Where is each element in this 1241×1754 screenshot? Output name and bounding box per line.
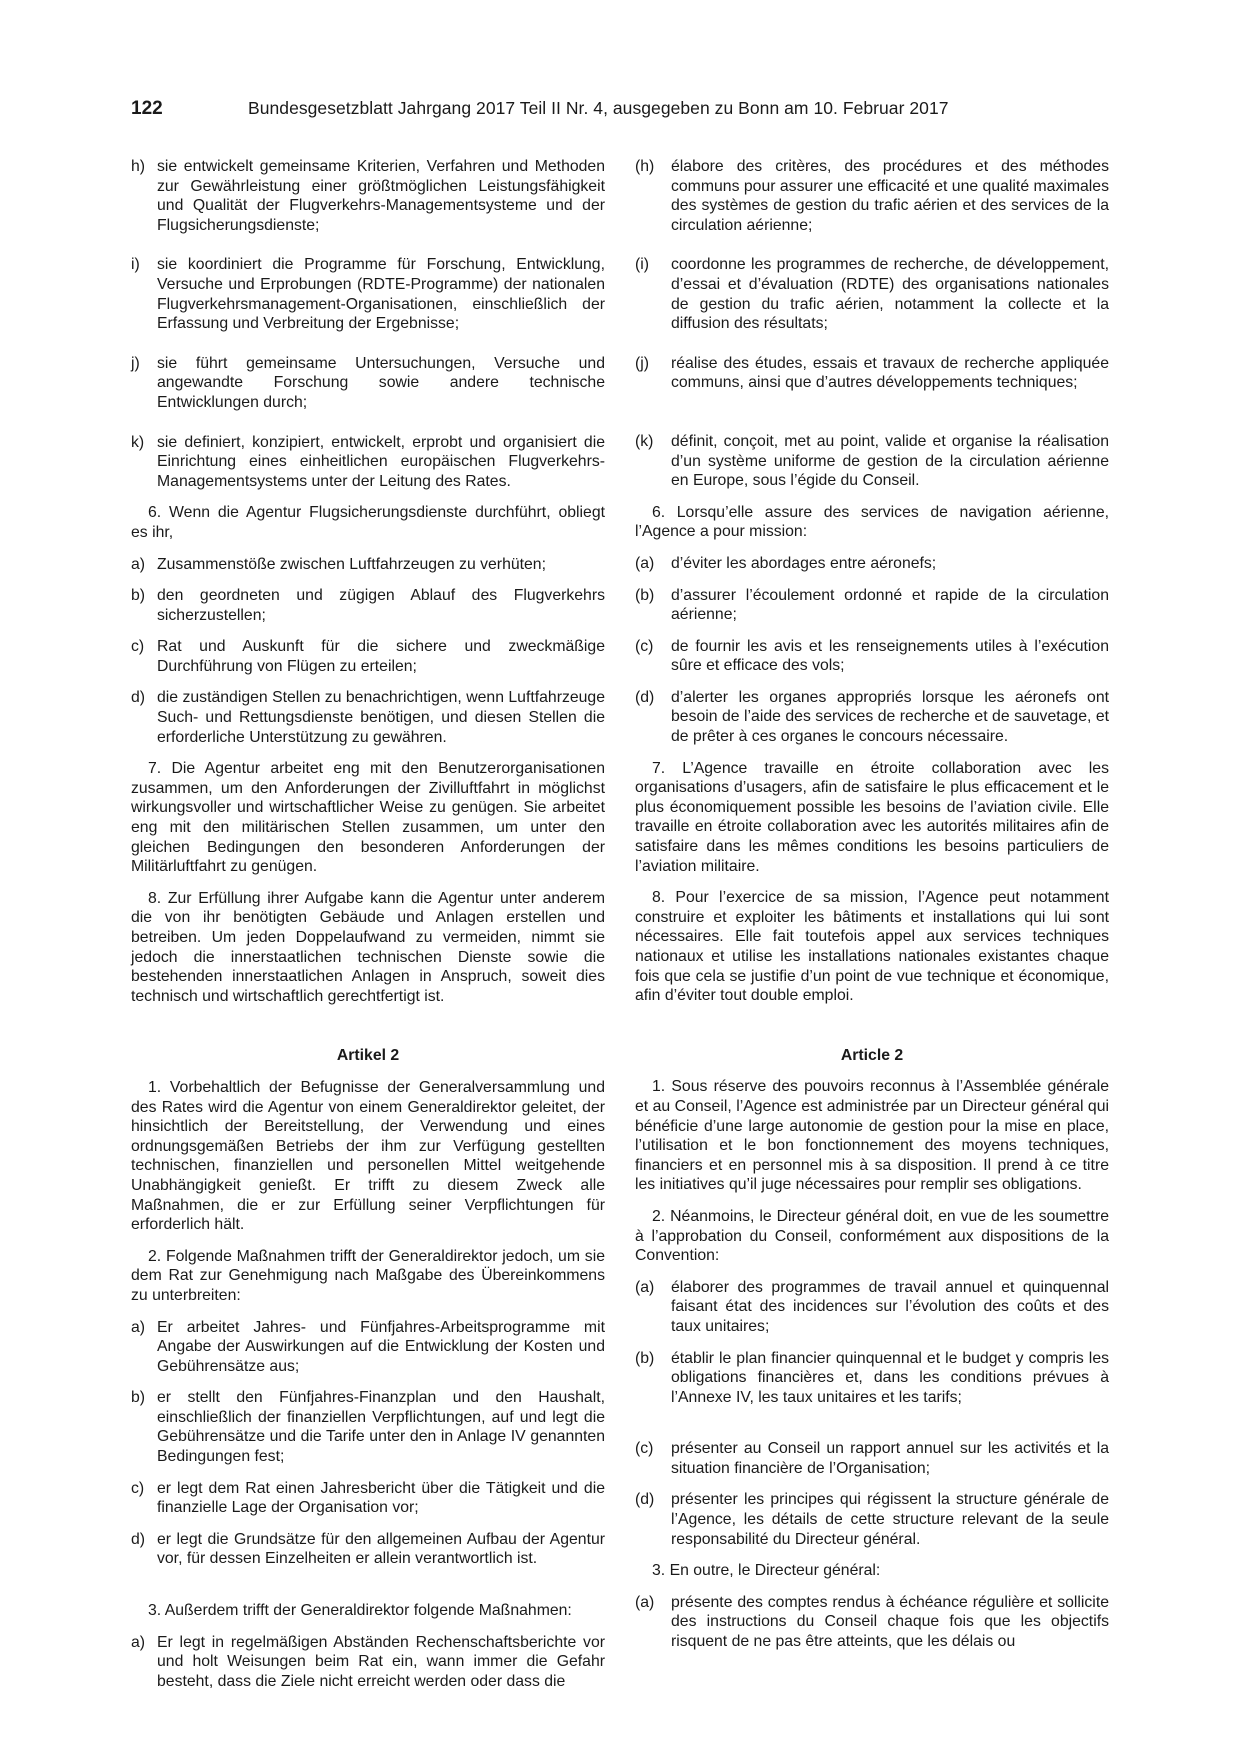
- article-heading: Artikel 2: [336, 1047, 400, 1065]
- paragraph-7: 7. L’Agence travaille en étroite collaboration avec les organisations d’usagers, afin de satisfaire le plus efficacement et le plus économiquement possible les besoins de l’aviation civile. Elle travaille en étroite collaboration avec les autorités militaires afin de satisfaire dans les mêmes conditions les besoins particuliers de l’aviation militaire.: [635, 759, 1109, 875]
- item-text: de fournir les avis et les renseignements utiles à l’exécution sûre et efficace des vols;: [671, 637, 1109, 675]
- item-label: j): [131, 354, 140, 372]
- item-text: er stellt den Fünfjahres-Finanzplan und den Haushalt, einschließlich der finanziellen Verpflichtungen, auf und legt die Gebührensätze und die Tarife unter den in Anlage IV genannten Bedingungen fest;: [157, 1389, 605, 1466]
- item-text: présente des comptes rendus à échéance régulière et sollicite des instructions du Conseil chaque fois que les objectifs risquent de ne pas être atteints, que les délais ou: [671, 1593, 1109, 1651]
- item-text: Er legt in regelmäßigen Abständen Rechenschaftsberichte vor und holt Weisungen beim Rat ein, wann immer die Gefahr besteht, dass die Ziele nicht erreicht werden oder dass die: [157, 1633, 605, 1690]
- paragraph-7: 7. Die Agentur arbeitet eng mit den Benutzerorganisationen zusammen, um den Anforderungen der Zivilluftfahrt in möglichst wirkungsvoller und wirtschaftlicher Weise zu genügen. Sie arbeitet eng mit den militärischen Stellen zusammen, um unter den gleichen Bedingungen den besonderen Anforderungen der Militärluftfahrt zu genügen.: [131, 760, 605, 876]
- item-text: die zuständigen Stellen zu benachrichtigen, wenn Luftfahrzeuge Such- und Rettungsdienste benötigen, und diesen Stellen die erforderliche Unterstützung zu gewähren.: [157, 689, 605, 746]
- article-paragraph-3: 3. En outre, le Directeur général:: [652, 1562, 881, 1580]
- article-paragraph-2: 2. Folgende Maßnahmen trifft der Generaldirektor jedoch, um sie dem Rat zur Genehmigung nach Maßgabe des Übereinkommens zu unterbreiten:: [131, 1247, 605, 1304]
- item-text: Rat und Auskunft für die sichere und zweckmäßige Durchführung von Flügen zu erteilen;: [157, 638, 605, 675]
- item-text: sie definiert, konzipiert, entwickelt, erprobt und organisiert die Einrichtung eines einheitlichen europäischen Flugverkehrs-Managementsystems unter der Leitung des Rates.: [157, 433, 605, 490]
- article-paragraph-1: 1. Vorbehaltlich der Befugnisse der Generalversammlung und des Rates wird die Agentur von einem Generaldirektor geleitet, der hinsichtlich der Bereitstellung, der Verwendung und eines ordnungsgemäßen Betriebs der ihm zur Verfügung gestellten technischen, finanziellen und personellen Mittel weitgehende Unabhängigkeit genießt. Er trifft zu diesem Zweck alle Maßnahmen, die er zur Erfüllung seiner Verpflichtungen für erforderlich hält.: [131, 1078, 605, 1234]
- running-title: Bundesgesetzblatt Jahrgang 2017 Teil II Nr. 4, ausgegeben zu Bonn am 10. Februar 2017: [248, 98, 949, 118]
- paragraph-6: 6. Lorsqu’elle assure des services de navigation aérienne, l’Agence a pour mission:: [635, 503, 1109, 541]
- list-item: [635, 1490, 1109, 1549]
- list-item: [635, 354, 1109, 393]
- item-text: den geordneten und zügigen Ablauf des Flugverkehrs sicherzustellen;: [157, 587, 605, 624]
- article-paragraph-3: 3. Außerdem trifft der Generaldirektor folgende Maßnahmen:: [148, 1602, 572, 1620]
- article-heading: Article 2: [840, 1046, 904, 1064]
- list-item: [635, 554, 1109, 574]
- item-text: établir le plan financier quinquennal et le budget y compris les obligations financières et, dans les conditions prévues à l’Annexe IV, les taux unitaires et les tarifs;: [671, 1349, 1109, 1406]
- item-label: (b): [635, 1349, 655, 1367]
- list-item: [635, 255, 1109, 333]
- item-text: d’éviter les abordages entre aéronefs;: [671, 554, 937, 572]
- item-text: réalise des études, essais et travaux de recherche appliquée communs, ainsi que d’autres développements techniques;: [671, 354, 1109, 392]
- list-item: [131, 1388, 605, 1466]
- item-text: er legt die Grundsätze für den allgemeinen Aufbau der Agentur vor, für dessen Einzelheiten er allein verantwortlich ist.: [157, 1530, 605, 1568]
- list-item: [131, 1318, 605, 1377]
- article-paragraph-2: 2. Néanmoins, le Directeur général doit, en vue de les soumettre à l’approbation du Conseil, conformément aux dispositions de la Convention:: [635, 1207, 1109, 1265]
- item-text: présenter les principes qui régissent la structure générale de l’Agence, les détails de cette structure relevant de la seule responsabilité du Directeur général.: [671, 1491, 1109, 1548]
- item-text: d’assurer l’écoulement ordonné et rapide de la circulation aérienne;: [671, 586, 1109, 624]
- item-label: a): [131, 1318, 146, 1336]
- list-item: [131, 433, 605, 492]
- list-item: [635, 157, 1109, 235]
- item-label: (d): [635, 688, 655, 706]
- item-label: (b): [635, 586, 655, 604]
- item-label: (j): [635, 354, 650, 372]
- item-text: er legt dem Rat einen Jahresbericht über die Tätigkeit und die finanzielle Lage der Organisation vor;: [157, 1479, 605, 1517]
- item-label: (c): [635, 1440, 654, 1458]
- list-item: [131, 157, 605, 235]
- list-item: [131, 637, 605, 676]
- item-label: (h): [635, 158, 655, 175]
- item-label: h): [131, 158, 146, 175]
- german-column: [131, 157, 605, 1691]
- list-item: [635, 1439, 1109, 1478]
- item-label: k): [131, 433, 145, 451]
- list-item: [635, 1593, 1109, 1652]
- list-item: [131, 586, 605, 625]
- list-item: [635, 1349, 1109, 1408]
- list-item: [131, 1479, 605, 1518]
- item-label: b): [131, 587, 146, 605]
- item-label: d): [131, 689, 146, 707]
- item-text: Zusammenstöße zwischen Luftfahrzeugen zu verhüten;: [157, 555, 546, 573]
- article-paragraph-1: 1. Sous réserve des pouvoirs reconnus à l’Assemblée générale et au Conseil, l’Agence est administrée par un Directeur général qui bénéficie d’une large autonomie de gestion pour la mise en place, l’utilisation et le bon fonctionnement des moyens techniques, financiers et en personnel mis à sa disposition. Il prend à ce titre les initiatives qu’il juge nécessaires pour remplir ses obligations.: [635, 1078, 1109, 1194]
- list-item: [131, 255, 605, 333]
- item-text: élaborer des programmes de travail annuel et quinquennal faisant état des incidences sur l’évolution des coûts et des taux unitaires;: [671, 1278, 1109, 1335]
- list-item: [131, 688, 605, 747]
- item-label: a): [131, 555, 146, 573]
- item-text: présenter au Conseil un rapport annuel sur les activités et la situation financière de l’Organisation;: [671, 1440, 1109, 1477]
- list-item: [131, 1633, 605, 1692]
- item-text: coordonne les programmes de recherche, de développement, d’essai et d’évaluation (RDTE) des organisations nationales de gestion du trafic aérien, notamment la collecte et la diffusion des résultats;: [671, 256, 1109, 333]
- french-column: [635, 157, 1109, 1652]
- item-label: (a): [635, 1278, 655, 1296]
- item-label: d): [131, 1530, 146, 1548]
- item-label: c): [131, 638, 145, 656]
- item-text: d’alerter les organes appropriés lorsque les aéronefs ont besoin de l’aide des services de recherche et de sauvetage, et de prêter à ces organes le concours nécessaire.: [671, 688, 1109, 746]
- list-item: [635, 1278, 1109, 1337]
- list-item: [131, 1530, 605, 1569]
- item-text: sie entwickelt gemeinsame Kriterien, Verfahren und Methoden zur Gewährleistung einer größtmöglichen Leistungsfähigkeit und Qualität der Flugverkehrs-Managementsysteme und der Flugsicherungsdienste;: [157, 158, 605, 234]
- paragraph-8: 8. Pour l’exercice de sa mission, l’Agence peut notamment construire et exploiter les bâtiments et installations qui lui sont nécessaires. Elle fait toutefois appel aux services techniques nationaux et utilise les installations nationales existantes chaque fois que cela se justifie d’un point de vue technique et économique, afin d’éviter tout double emploi.: [635, 889, 1109, 1005]
- paragraph-8: 8. Zur Erfüllung ihrer Aufgabe kann die Agentur unter anderem die von ihr benötigten Gebäude und Anlagen erstellen und betreiben. Um jeden Doppelaufwand zu vermeiden, nimmt sie jedoch die innerstaatlichen technischen Dienste sowie die bestehenden innerstaatlichen Anlagen in Anspruch, soweit dies technisch und wirtschaftlich gerechtfertigt ist.: [131, 889, 605, 1005]
- item-label: c): [131, 1479, 145, 1497]
- list-item: [131, 354, 605, 413]
- item-label: a): [131, 1633, 146, 1651]
- item-text: élabore des critères, des procédures et des méthodes communs pour assurer une efficacité et une qualité maximales des systèmes de gestion du trafic aérien et des services de la circulation aérienne;: [671, 158, 1109, 234]
- item-label: b): [131, 1389, 146, 1407]
- list-item: [635, 432, 1109, 491]
- list-item: [635, 637, 1109, 676]
- list-item: [635, 688, 1109, 747]
- page-number: 122: [131, 98, 163, 119]
- item-text: sie koordiniert die Programme für Forschung, Entwicklung, Versuche und Erprobungen (RDTE-Programme) der nationalen Flugverkehrsmanagement-Organisationen, einschließlich der Erfassung und Verbreitung der Ergebnisse;: [157, 256, 605, 333]
- item-text: sie führt gemeinsame Untersuchungen, Versuche und angewandte Forschung sowie andere technische Entwicklungen durch;: [157, 354, 605, 411]
- item-label: (a): [635, 1593, 655, 1611]
- item-label: (d): [635, 1491, 655, 1509]
- item-label: i): [131, 256, 140, 274]
- item-text: Er arbeitet Jahres- und Fünfjahres-Arbeitsprogramme mit Angabe der Auswirkungen auf die Entwicklung der Kosten und Gebührensätze aus;: [157, 1318, 605, 1375]
- paragraph-6: 6. Wenn die Agentur Flugsicherungsdienste durchführt, obliegt es ihr,: [131, 504, 605, 541]
- item-label: (i): [635, 256, 650, 274]
- item-label: (c): [635, 637, 654, 655]
- item-text: définit, conçoit, met au point, valide et organise la réalisation d’un système uniforme de gestion de la circulation aérienne en Europe, sous l’égide du Conseil.: [671, 432, 1109, 490]
- list-item: [635, 586, 1109, 625]
- list-item: [131, 555, 605, 575]
- item-label: (a): [635, 554, 655, 572]
- item-label: (k): [635, 432, 654, 450]
- page-header: [131, 98, 1110, 124]
